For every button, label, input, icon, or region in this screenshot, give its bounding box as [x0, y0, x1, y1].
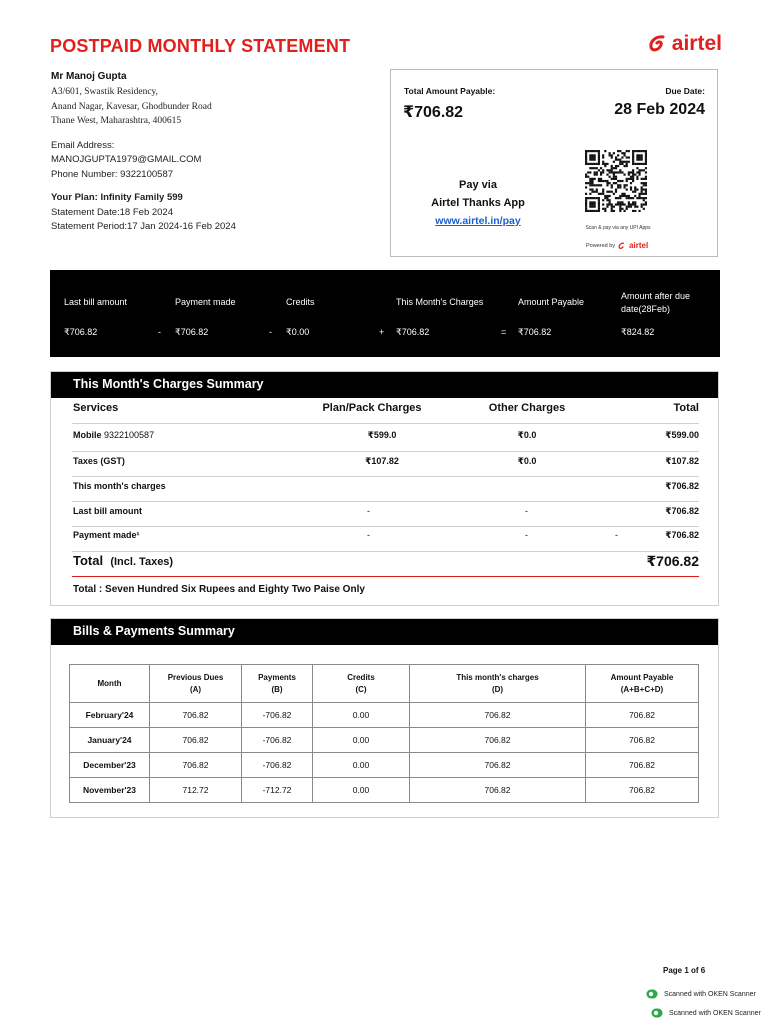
summary-operator: = [501, 327, 507, 337]
airtel-swoosh-icon [648, 34, 668, 54]
payable-cell: 706.82 [586, 703, 699, 728]
charges-row-last-bill [72, 506, 699, 527]
summary-header: Amount Payable [518, 297, 585, 307]
email-value: MANOJGUPTA1979@GMAIL.COM [51, 154, 202, 165]
charges-cell: 706.82 [410, 753, 586, 778]
payments-cell: -706.82 [242, 728, 313, 753]
other-charge-value: ₹0.0 [517, 430, 537, 440]
phone-number: Phone Number: 9322100587 [51, 168, 174, 180]
bills-payments-section [50, 618, 719, 818]
plan-charge-value: ₹599.0 [367, 430, 397, 440]
statement-period: Statement Period:17 Jan 2024-16 Feb 2024 [51, 221, 236, 232]
table-header-row [70, 665, 699, 703]
month-cell: December'23 [70, 753, 150, 778]
month-cell: January'24 [70, 728, 150, 753]
total-value: ₹706.82 [665, 506, 699, 516]
total-value: ₹706.82 [665, 530, 699, 540]
powered-by-label: Powered by [586, 242, 616, 249]
customer-name: Mr Manoj Gupta [51, 71, 127, 82]
total-value: ₹706.82 [665, 481, 699, 491]
table-row [70, 703, 699, 728]
due-date-label: Due Date: [665, 86, 705, 96]
summary-header: This Month's Charges [396, 297, 484, 307]
scanner-text: Scanned with OKEN Scanner [669, 1009, 761, 1017]
plan-charge-value: ₹107.82 [365, 456, 399, 466]
scanner-icon [646, 989, 658, 999]
charges-cell: 706.82 [410, 728, 586, 753]
bill-summary-bar [50, 270, 720, 357]
customer-details [51, 71, 371, 235]
statement-date: Statement Date:18 Feb 2024 [51, 206, 173, 218]
charges-cell: 706.82 [410, 703, 586, 728]
col-other-charges: Other Charges [488, 402, 566, 414]
col-this-month-charges: This month's charges (D) [410, 665, 586, 703]
address-line: A3/601, Swastik Residency, [51, 87, 159, 97]
col-credits: Credits (C) [313, 665, 410, 703]
month-cell: November'23 [70, 778, 150, 803]
airtel-logo [648, 32, 722, 56]
total-payable-label: Total Amount Payable: [404, 86, 496, 96]
col-month: Month [70, 665, 150, 703]
email-label: Email Address: [51, 139, 115, 151]
summary-header: Amount after due date(28Feb) [621, 291, 691, 314]
col-payments: Payments (B) [242, 665, 313, 703]
pay-via-text: Pay via [459, 179, 497, 191]
payment-box [390, 69, 718, 257]
grand-total-value: ₹706.82 [646, 553, 699, 569]
summary-operator: - [158, 327, 161, 337]
row-label: Taxes (GST) [73, 456, 125, 466]
charges-row-mobile [72, 430, 699, 452]
col-services: Services [73, 402, 119, 414]
credits-cell: 0.00 [313, 703, 410, 728]
charges-row-payment [72, 530, 699, 552]
contact-details [51, 139, 371, 183]
charges-summary-title: This Month's Charges Summary [51, 372, 718, 398]
charges-header-row [72, 402, 699, 424]
summary-header: Last bill amount [64, 297, 128, 307]
scanner-watermark [646, 989, 756, 999]
payable-cell: 706.82 [586, 753, 699, 778]
col-plan-charges: Plan/Pack Charges [322, 402, 422, 414]
other-charge-value: ₹0.0 [517, 456, 537, 466]
summary-value: ₹0.00 [286, 327, 310, 337]
charges-row-taxes [72, 456, 699, 477]
plan-details [51, 191, 371, 235]
due-date-value: 28 Feb 2024 [614, 101, 705, 118]
scanner-watermark [651, 1008, 761, 1018]
summary-value: ₹824.82 [621, 327, 655, 337]
summary-header: Payment made [175, 297, 236, 307]
qr-caption: Scan & pay via any UPI Apps [585, 225, 651, 231]
pay-via-app: Airtel Thanks App [431, 197, 525, 209]
page-number: Page 1 of 6 [663, 966, 706, 975]
charges-cell: 706.82 [410, 778, 586, 803]
grand-total-suffix: (Incl. Taxes) [110, 556, 174, 568]
table-row [70, 778, 699, 803]
summary-operator: - [269, 327, 272, 337]
credits-cell: 0.00 [313, 728, 410, 753]
summary-value: ₹706.82 [175, 327, 209, 337]
col-previous-dues: Previous Dues (A) [150, 665, 242, 703]
scanner-icon [651, 1008, 663, 1018]
credits-cell: 0.00 [313, 778, 410, 803]
total-payable-amount: ₹706.82 [403, 104, 464, 121]
col-total: Total [673, 402, 699, 414]
charges-row-grand-total [72, 553, 699, 577]
bills-payments-table [69, 664, 699, 803]
row-label: Mobile 9322100587 [73, 430, 155, 440]
payable-cell: 706.82 [586, 728, 699, 753]
total-value: ₹107.82 [665, 456, 699, 466]
credits-cell: 0.00 [313, 753, 410, 778]
address-line: Thane West, Maharashtra, 400615 [51, 116, 182, 126]
payable-cell: 706.82 [586, 778, 699, 803]
airtel-swoosh-icon [618, 242, 626, 250]
previous-dues-cell: 712.72 [150, 778, 242, 803]
table-row [70, 728, 699, 753]
payments-cell: -706.82 [242, 703, 313, 728]
customer-address [51, 85, 371, 129]
total-in-words [72, 584, 699, 600]
previous-dues-cell: 706.82 [150, 753, 242, 778]
empty-dash: - [367, 506, 370, 516]
month-cell: February'24 [70, 703, 150, 728]
address-line: Anand Nagar, Kavesar, Ghodbunder Road [51, 101, 212, 112]
airtel-logo-text: airtel [671, 32, 722, 55]
table-row [70, 753, 699, 778]
grand-total-label: Total (Incl. Taxes) [73, 553, 174, 568]
summary-value: ₹706.82 [396, 327, 430, 337]
row-label: Last bill amount [73, 506, 143, 516]
payments-cell: -712.72 [242, 778, 313, 803]
pay-via-block [413, 176, 543, 230]
pay-link[interactable]: www.airtel.in/pay [435, 215, 521, 227]
empty-dash: - [525, 530, 528, 540]
col-amount-payable: Amount Payable (A+B+C+D) [586, 665, 699, 703]
summary-value: ₹706.82 [518, 327, 552, 337]
powered-by-brand: airtel [629, 241, 649, 250]
total-value: ₹599.00 [665, 430, 699, 440]
upi-qr-code[interactable] [585, 150, 647, 212]
summary-operator: + [379, 327, 385, 337]
row-label: Payment made¹ [73, 530, 140, 540]
previous-dues-cell: 706.82 [150, 728, 242, 753]
powered-by [586, 241, 648, 250]
previous-dues-cell: 706.82 [150, 703, 242, 728]
summary-header: Credits [286, 297, 315, 307]
scanner-text: Scanned with OKEN Scanner [664, 990, 756, 998]
row-label: This month's charges [73, 481, 166, 491]
total-in-words-text: Total : Seven Hundred Six Rupees and Eighty Two Paise Only [73, 584, 365, 595]
empty-dash: - [525, 506, 528, 516]
payments-cell: -706.82 [242, 753, 313, 778]
statement-title: POSTPAID MONTHLY STATEMENT [50, 36, 351, 56]
charges-summary-section [50, 371, 719, 606]
charges-row-month [72, 481, 699, 502]
plan-name: Your Plan: Infinity Family 599 [51, 192, 183, 203]
summary-value: ₹706.82 [64, 327, 98, 337]
mobile-number: 9322100587 [104, 430, 155, 440]
empty-dash: - [367, 530, 370, 540]
minus-sign: - [615, 530, 618, 540]
bills-payments-title: Bills & Payments Summary [51, 619, 718, 645]
